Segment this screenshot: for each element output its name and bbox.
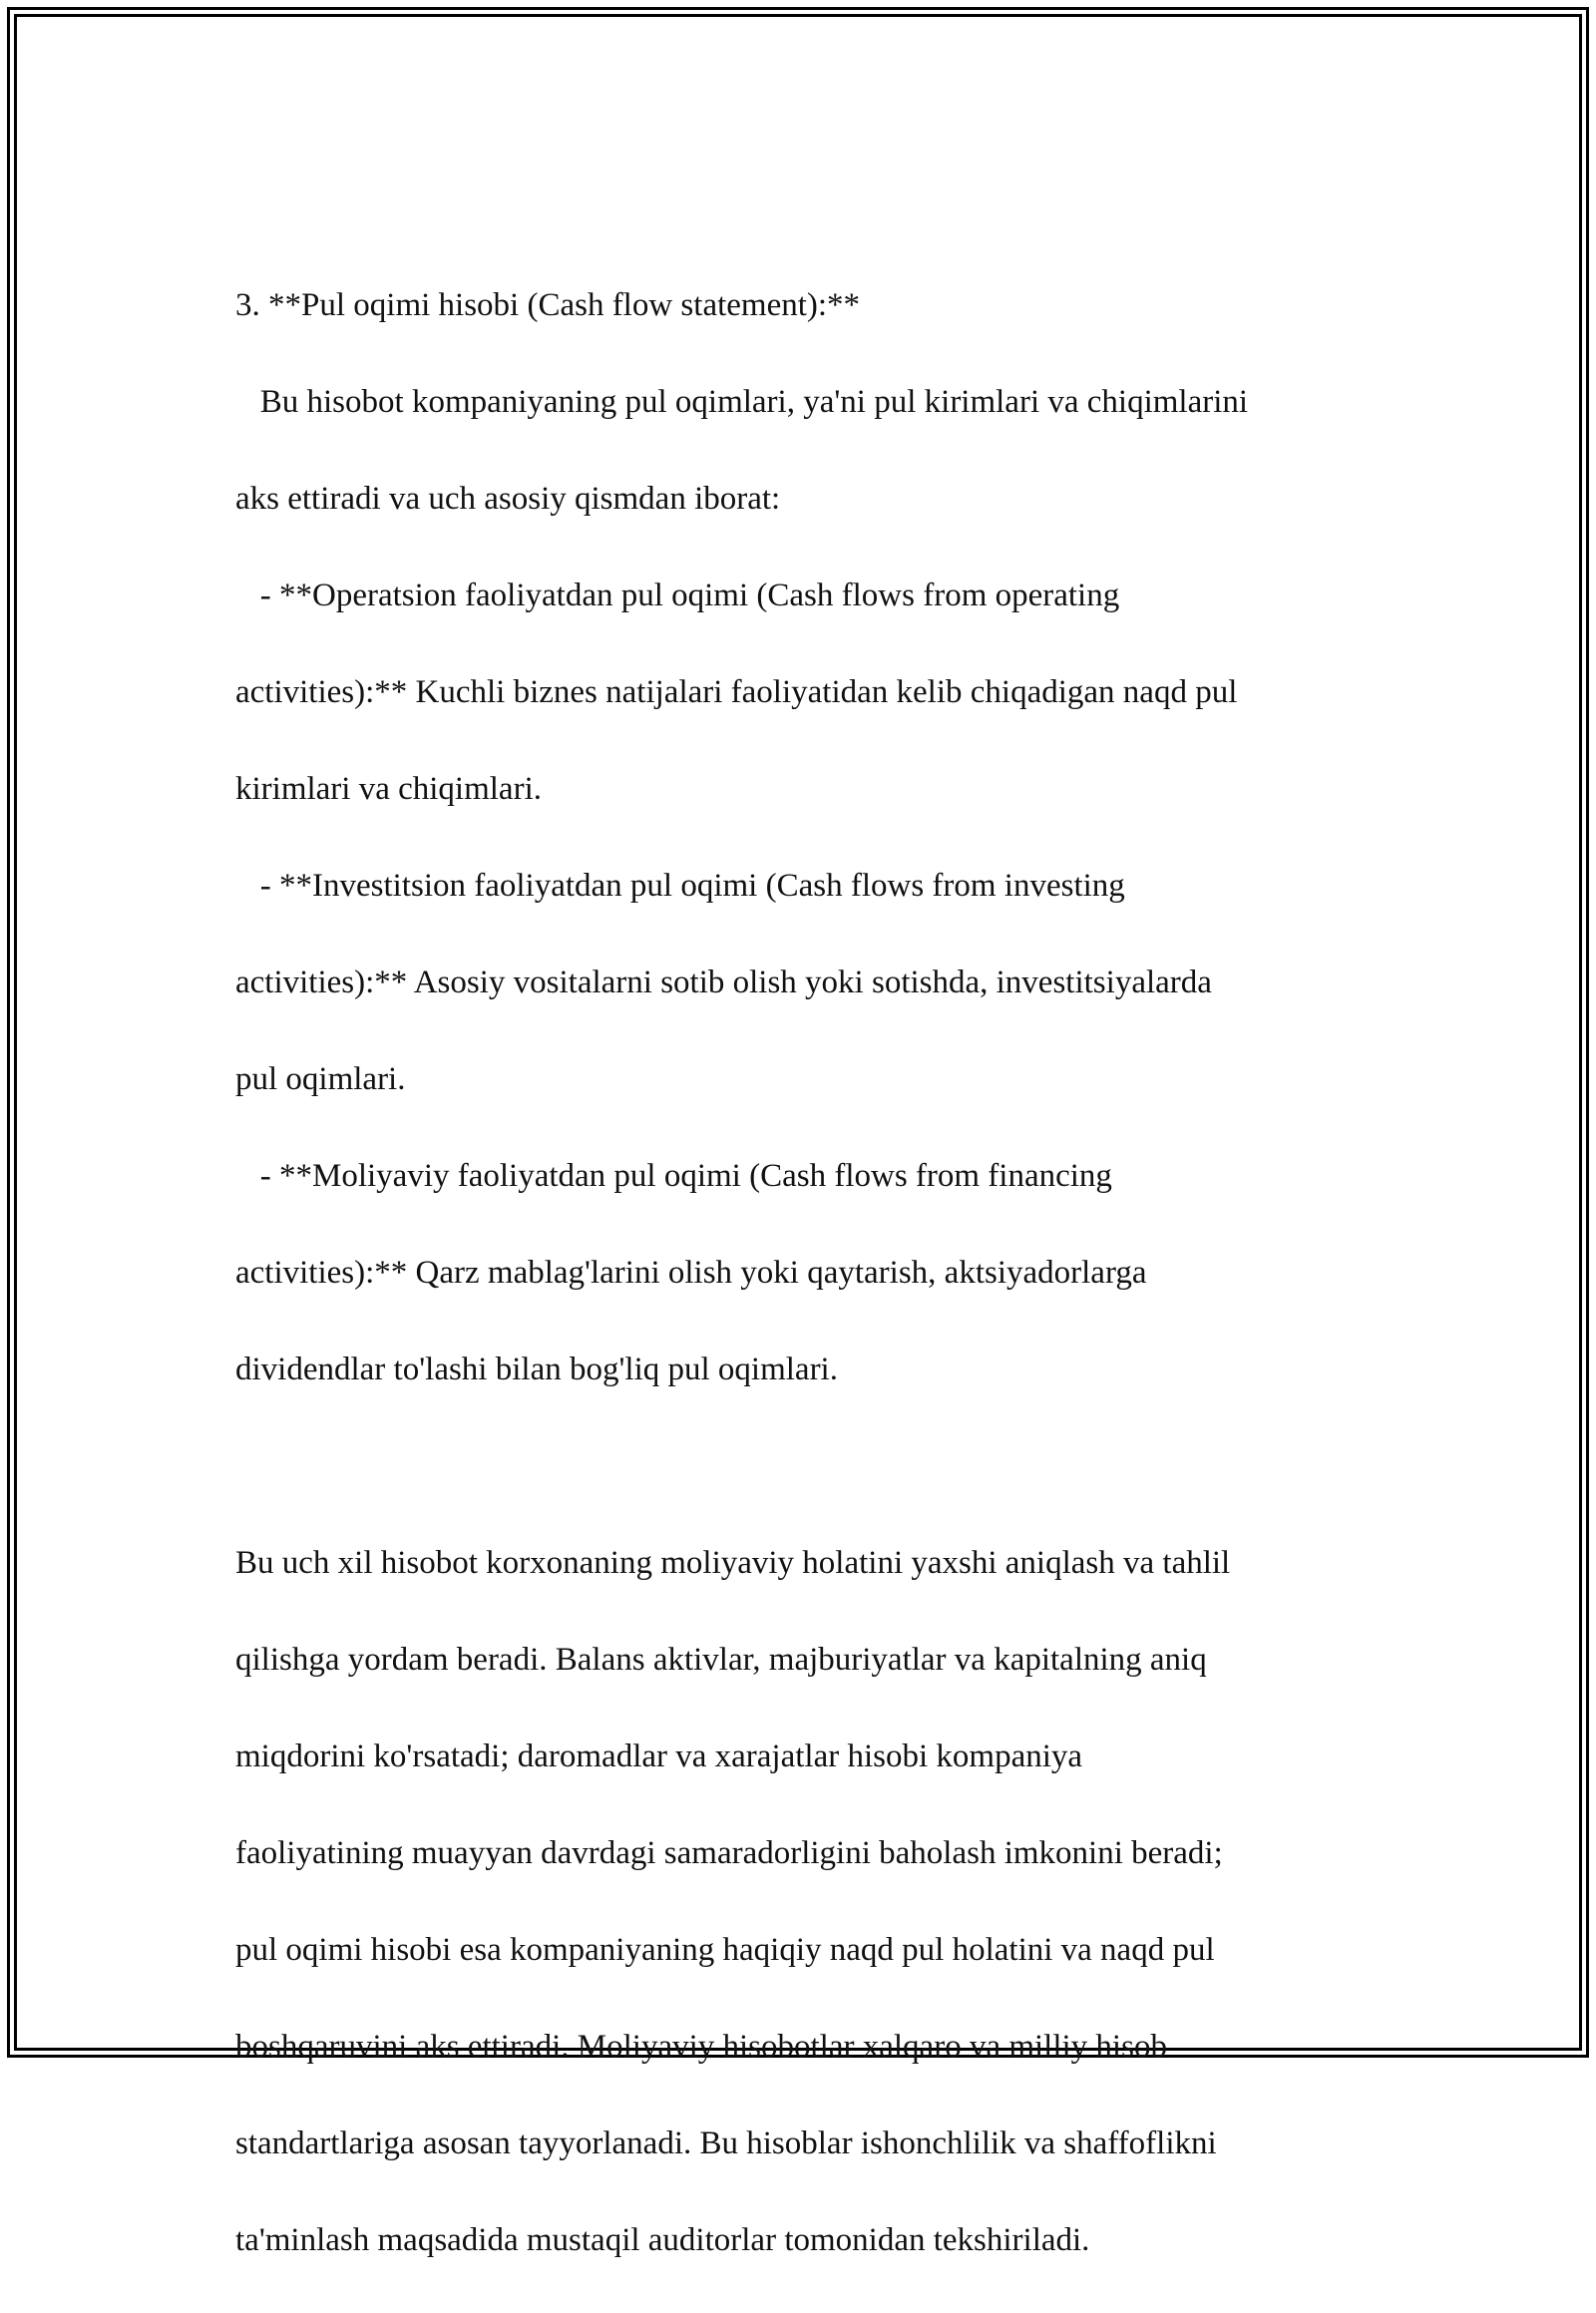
summary-line: faoliyatining muayyan davrdagi samaradorligini baholash imkonini beradi;	[235, 1834, 1223, 1871]
summary-line: ta'minlash maqsadida mustaqil auditorlar tomonidan tekshiriladi.	[235, 2221, 1090, 2258]
section-heading: 3. **Pul oqimi hisobi (Cash flow statement):**	[235, 286, 861, 323]
summary-line: miqdorini ko'rsatadi; daromadlar va xarajatlar hisobi kompaniya	[235, 1737, 1083, 1774]
paragraph-line: dividendlar to'lashi bilan bog'liq pul oqimlari.	[235, 1350, 838, 1387]
paragraph-line: pul oqimlari.	[235, 1060, 406, 1097]
summary-line: standartlariga asosan tayyorlanadi. Bu hisoblar ishonchlilik va shaffoflikni	[235, 2124, 1217, 2161]
summary-line: pul oqimi hisobi esa kompaniyaning haqiqiy naqd pul holatini va naqd pul	[235, 1931, 1215, 1968]
paragraph-line: activities):** Asosiy vositalarni sotib olish yoki sotishda, investitsiyalarda	[235, 964, 1212, 1000]
paragraph-line: Bu hisobot kompaniyaning pul oqimlari, ya'ni pul kirimlari va chiqimlarini	[235, 383, 1249, 420]
paragraph-line: kirimlari va chiqimlari.	[235, 770, 542, 807]
document-body	[235, 232, 1383, 2313]
summary-line: qilishga yordam beradi. Balans aktivlar, majburiyatlar va kapitalning aniq	[235, 1641, 1207, 1678]
paragraph-line: activities):** Kuchli biznes natijalari faoliyatidan kelib chiqadigan naqd pul	[235, 673, 1238, 710]
paragraph-line: aks ettiradi va uch asosiy qismdan iborat:	[235, 480, 781, 517]
paragraph-line: activities):** Qarz mablag'larini olish yoki qaytarish, aktsiyadorlarga	[235, 1254, 1147, 1291]
summary-line: boshqaruvini aks ettiradi. Moliyaviy hisobotlar xalqaro va milliy hisob	[235, 2028, 1167, 2065]
list-item-operating: - **Operatsion faoliyatdan pul oqimi (Cash flows from operating	[235, 577, 1120, 613]
paragraph-spacer	[235, 1442, 1383, 1491]
list-item-financing: - **Moliyaviy faoliyatdan pul oqimi (Cash flows from financing	[235, 1157, 1112, 1194]
list-item-investing: - **Investitsion faoliyatdan pul oqimi (Cash flows from investing	[235, 867, 1125, 904]
summary-line: Bu uch xil hisobot korxonaning moliyaviy holatini yaxshi aniqlash va tahlil	[235, 1544, 1231, 1581]
